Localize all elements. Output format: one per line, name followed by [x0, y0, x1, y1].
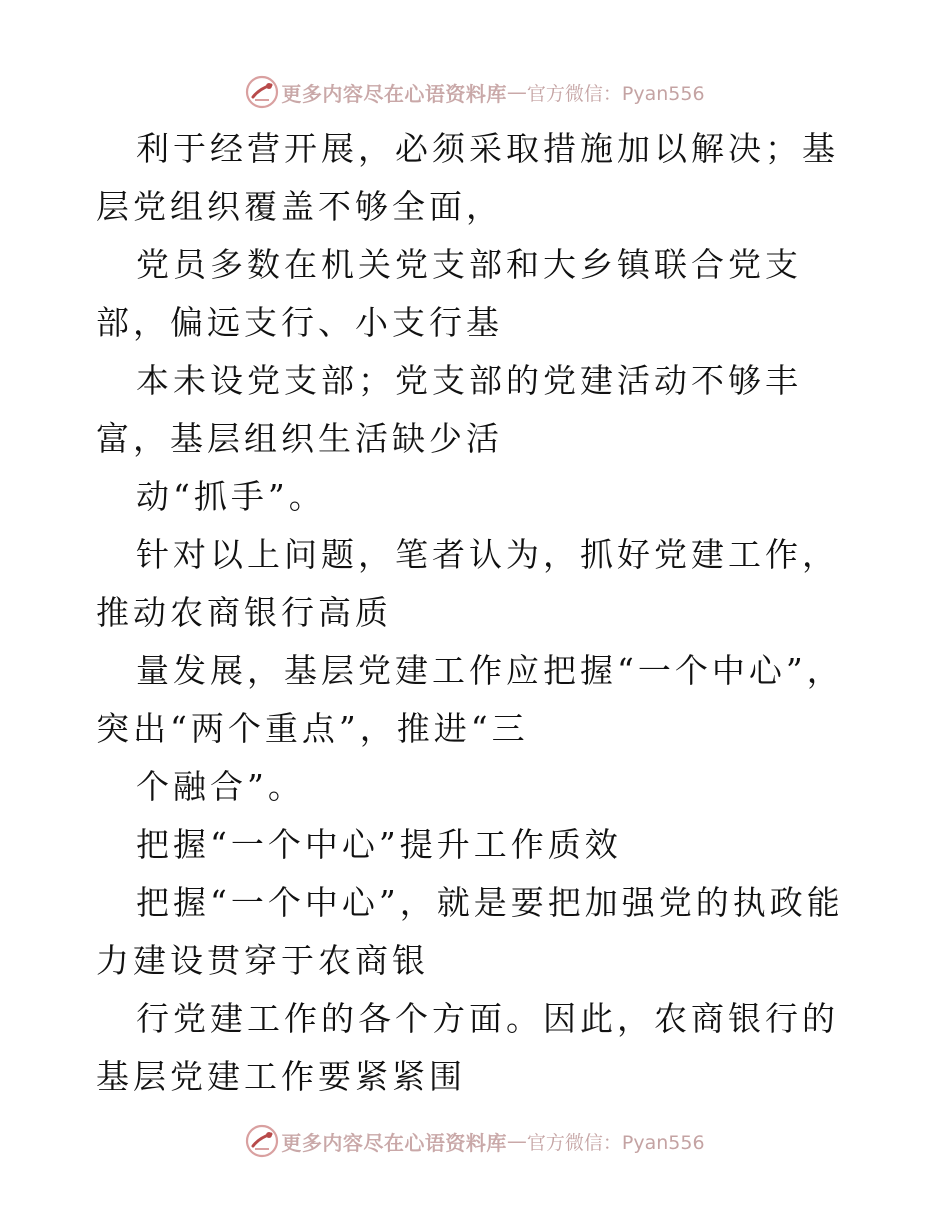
section-heading: 把握“一个中心”提升工作质效 [136, 825, 622, 864]
body-paragraph: 利于经营开展，必须采取措施加以解决；基层党组织覆盖不够全面， [96, 129, 839, 226]
body-paragraph: 本未设党支部；党支部的党建活动不够丰富，基层组织生活缺少活 [96, 361, 802, 458]
footer-watermark-banner [0, 1121, 950, 1161]
body-paragraph: 把握“一个中心”，就是要把加强党的执政能力建设贯穿于农商银 [96, 883, 844, 980]
body-paragraph: 针对以上问题，笔者认为，抓好党建工作，推动农商银行高质 [96, 535, 839, 632]
body-paragraph: 量发展，基层党建工作应把握“一个中心”，突出“两个重点”，推进“三 [96, 651, 844, 748]
book-pen-icon [245, 1124, 279, 1158]
watermark-dash: — [506, 1129, 527, 1153]
header-watermark-banner [0, 72, 950, 112]
watermark-site-name: 更多内容尽在心语资料库 [281, 81, 507, 106]
watermark-wechat-contact: 官方微信：Pyan556 [526, 82, 705, 105]
watermark-site-name: 更多内容尽在心语资料库 [281, 1130, 507, 1155]
watermark-wechat-contact: 官方微信：Pyan556 [526, 1131, 705, 1154]
body-paragraph: 党员多数在机关党支部和大乡镇联合党支部，偏远支行、小支行基 [96, 245, 802, 342]
body-paragraph: 行党建工作的各个方面。因此，农商银行的基层党建工作要紧紧围 [96, 999, 839, 1096]
document-body [96, 120, 856, 1106]
watermark-dash: — [506, 80, 527, 104]
book-pen-icon [245, 75, 279, 109]
body-paragraph: 动“抓手”。 [136, 477, 326, 516]
body-paragraph: 个融合”。 [136, 767, 305, 806]
